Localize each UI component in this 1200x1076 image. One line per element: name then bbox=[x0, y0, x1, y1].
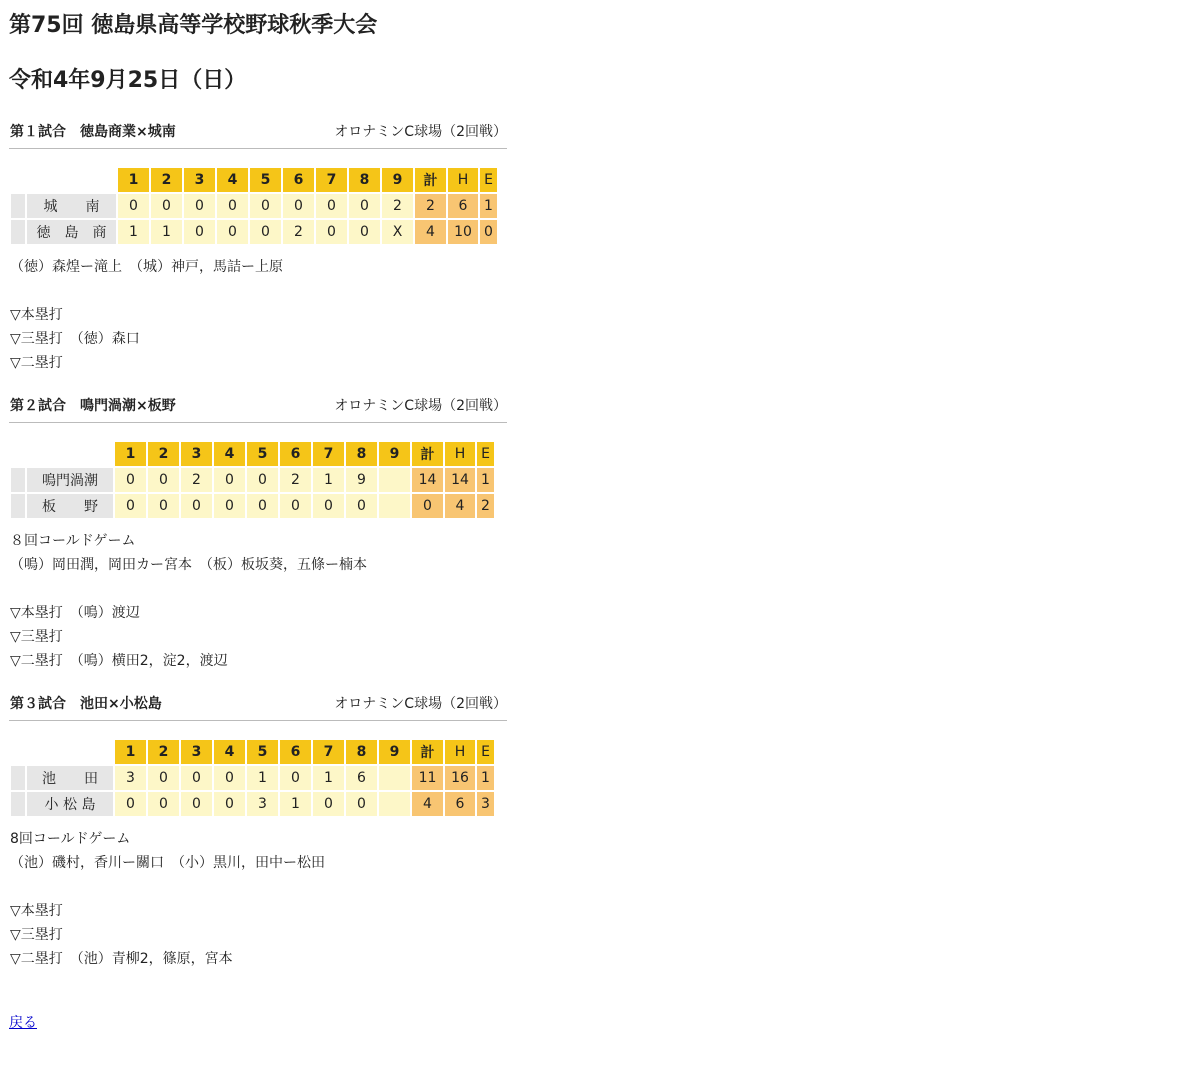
inning-score: 0 bbox=[250, 220, 281, 244]
inning-4-header: 4 bbox=[214, 740, 245, 764]
game-venue: オロナミンC球場（2回戦） bbox=[334, 124, 507, 140]
hits-header: H bbox=[448, 168, 478, 192]
inning-1-header: 1 bbox=[115, 442, 146, 466]
inning-score: 0 bbox=[280, 766, 311, 790]
total-hits: 16 bbox=[445, 766, 475, 790]
inning-9-header: 9 bbox=[379, 442, 410, 466]
total-runs: 11 bbox=[412, 766, 443, 790]
inning-score: X bbox=[382, 220, 413, 244]
game-note: ▽三塁打 bbox=[10, 927, 63, 943]
inning-1-header: 1 bbox=[118, 168, 149, 192]
total-hits: 6 bbox=[445, 792, 475, 816]
inning-score: 2 bbox=[280, 468, 311, 492]
inning-5-header: 5 bbox=[247, 740, 278, 764]
game-note: （徳）森煌ー滝上 （城）神戸，馬詰ー上原 bbox=[10, 259, 283, 275]
total-runs: 4 bbox=[415, 220, 446, 244]
game-note: ８回コールドゲーム bbox=[10, 533, 136, 549]
inning-score: 0 bbox=[181, 766, 212, 790]
inning-score: 1 bbox=[313, 468, 344, 492]
inning-score: 0 bbox=[250, 194, 281, 218]
game-note: ▽三塁打 （徳）森口 bbox=[10, 331, 140, 347]
inning-score bbox=[379, 468, 410, 492]
inning-2-header: 2 bbox=[151, 168, 182, 192]
inning-score: 0 bbox=[148, 494, 179, 518]
game-date: 令和4年9月25日（日） bbox=[9, 68, 247, 93]
team-name: 小 松 島 bbox=[27, 792, 113, 816]
errors-header: E bbox=[477, 442, 494, 466]
total-hits: 6 bbox=[448, 194, 478, 218]
scoreboard bbox=[9, 440, 496, 520]
game-note: ▽二塁打 （鳴）横田2，淀2，渡辺 bbox=[10, 653, 228, 669]
inning-score: 0 bbox=[280, 494, 311, 518]
game-note: （池）磯村，香川ー關口 （小）黒川，田中ー松田 bbox=[10, 855, 325, 871]
total-errors: 2 bbox=[477, 494, 494, 518]
team-name: 池 田 bbox=[27, 766, 113, 790]
inning-score: 0 bbox=[349, 194, 380, 218]
inning-score: 0 bbox=[214, 766, 245, 790]
inning-3-header: 3 bbox=[181, 442, 212, 466]
back-link[interactable]: 戻る bbox=[9, 1015, 37, 1031]
inning-score: 0 bbox=[115, 494, 146, 518]
total-hits: 4 bbox=[445, 494, 475, 518]
total-header: 計 bbox=[412, 740, 443, 764]
total-errors: 3 bbox=[477, 792, 494, 816]
inning-score: 2 bbox=[382, 194, 413, 218]
inning-score: 0 bbox=[148, 792, 179, 816]
inning-score: 0 bbox=[184, 194, 215, 218]
inning-score: 1 bbox=[247, 766, 278, 790]
inning-score: 0 bbox=[181, 494, 212, 518]
inning-score: 6 bbox=[346, 766, 377, 790]
inning-score: 0 bbox=[313, 494, 344, 518]
inning-score: 0 bbox=[148, 468, 179, 492]
team-row bbox=[11, 194, 497, 218]
total-errors: 0 bbox=[480, 220, 497, 244]
inning-8-header: 8 bbox=[346, 740, 377, 764]
inning-score bbox=[379, 494, 410, 518]
scoreboard-header-row bbox=[11, 442, 494, 466]
inning-score: 0 bbox=[184, 220, 215, 244]
inning-score: 3 bbox=[115, 766, 146, 790]
team-row bbox=[11, 494, 494, 518]
inning-score: 0 bbox=[217, 220, 248, 244]
game-title: 第２試合 鳴門渦潮×板野 bbox=[10, 398, 176, 414]
inning-score: 0 bbox=[181, 792, 212, 816]
page-title: 第75回 徳島県高等学校野球秋季大会 bbox=[9, 13, 378, 38]
inning-7-header: 7 bbox=[313, 740, 344, 764]
inning-score: 1 bbox=[118, 220, 149, 244]
game-note: 8回コールドゲーム bbox=[10, 831, 131, 847]
inning-3-header: 3 bbox=[181, 740, 212, 764]
inning-score: 0 bbox=[247, 468, 278, 492]
game-header bbox=[9, 694, 507, 721]
total-runs: 4 bbox=[412, 792, 443, 816]
inning-score: 0 bbox=[214, 494, 245, 518]
inning-score bbox=[379, 792, 410, 816]
game-title: 第３試合 池田×小松島 bbox=[10, 696, 162, 712]
game-1 bbox=[9, 122, 507, 371]
game-note: ▽二塁打 （池）青柳2，篠原，宮本 bbox=[10, 951, 233, 967]
inning-6-header: 6 bbox=[283, 168, 314, 192]
inning-score: 0 bbox=[214, 468, 245, 492]
team-name: 城 南 bbox=[27, 194, 116, 218]
errors-header: E bbox=[477, 740, 494, 764]
inning-score: 0 bbox=[118, 194, 149, 218]
team-row bbox=[11, 792, 494, 816]
total-errors: 1 bbox=[477, 468, 494, 492]
total-runs: 2 bbox=[415, 194, 446, 218]
inning-7-header: 7 bbox=[313, 442, 344, 466]
team-row bbox=[11, 766, 494, 790]
inning-2-header: 2 bbox=[148, 740, 179, 764]
total-header: 計 bbox=[412, 442, 443, 466]
inning-score: 0 bbox=[115, 468, 146, 492]
game-3 bbox=[9, 694, 507, 967]
game-title: 第１試合 徳島商業×城南 bbox=[10, 124, 176, 140]
team-row bbox=[11, 468, 494, 492]
inning-score: 0 bbox=[316, 220, 347, 244]
inning-score: 0 bbox=[217, 194, 248, 218]
game-note: ▽本塁打 bbox=[10, 903, 63, 919]
inning-9-header: 9 bbox=[382, 168, 413, 192]
inning-score: 9 bbox=[346, 468, 377, 492]
inning-6-header: 6 bbox=[280, 740, 311, 764]
game-note: ▽二塁打 bbox=[10, 355, 63, 371]
inning-score: 3 bbox=[247, 792, 278, 816]
game-venue: オロナミンC球場（2回戦） bbox=[334, 398, 507, 414]
inning-score: 0 bbox=[283, 194, 314, 218]
inning-6-header: 6 bbox=[280, 442, 311, 466]
total-header: 計 bbox=[415, 168, 446, 192]
inning-score: 0 bbox=[247, 494, 278, 518]
total-hits: 10 bbox=[448, 220, 478, 244]
total-runs: 0 bbox=[412, 494, 443, 518]
scoreboard bbox=[9, 738, 496, 818]
total-errors: 1 bbox=[477, 766, 494, 790]
inning-score: 1 bbox=[280, 792, 311, 816]
inning-score: 0 bbox=[346, 494, 377, 518]
inning-3-header: 3 bbox=[184, 168, 215, 192]
inning-score: 0 bbox=[316, 194, 347, 218]
team-name: 徳 島 商 bbox=[27, 220, 116, 244]
game-note: （鳴）岡田潤，岡田カー宮本 （板）板坂葵，五條ー楠本 bbox=[10, 557, 367, 573]
hits-header: H bbox=[445, 442, 475, 466]
inning-1-header: 1 bbox=[115, 740, 146, 764]
scoreboard-header-row bbox=[11, 168, 497, 192]
total-errors: 1 bbox=[480, 194, 497, 218]
total-hits: 14 bbox=[445, 468, 475, 492]
team-name: 板 野 bbox=[27, 494, 113, 518]
inning-5-header: 5 bbox=[250, 168, 281, 192]
game-note: ▽三塁打 bbox=[10, 629, 63, 645]
inning-score: 0 bbox=[214, 792, 245, 816]
inning-8-header: 8 bbox=[349, 168, 380, 192]
inning-score bbox=[379, 766, 410, 790]
inning-score: 1 bbox=[313, 766, 344, 790]
inning-7-header: 7 bbox=[316, 168, 347, 192]
scoreboard bbox=[9, 166, 499, 246]
inning-2-header: 2 bbox=[148, 442, 179, 466]
game-note: ▽本塁打 bbox=[10, 307, 63, 323]
inning-8-header: 8 bbox=[346, 442, 377, 466]
inning-9-header: 9 bbox=[379, 740, 410, 764]
inning-score: 0 bbox=[346, 792, 377, 816]
total-runs: 14 bbox=[412, 468, 443, 492]
scoreboard-header-row bbox=[11, 740, 494, 764]
hits-header: H bbox=[445, 740, 475, 764]
inning-score: 0 bbox=[115, 792, 146, 816]
team-row bbox=[11, 220, 497, 244]
game-venue: オロナミンC球場（2回戦） bbox=[334, 696, 507, 712]
inning-score: 2 bbox=[181, 468, 212, 492]
inning-score: 0 bbox=[151, 194, 182, 218]
inning-4-header: 4 bbox=[217, 168, 248, 192]
game-2 bbox=[9, 396, 507, 669]
inning-score: 1 bbox=[151, 220, 182, 244]
inning-score: 0 bbox=[313, 792, 344, 816]
game-header bbox=[9, 396, 507, 423]
inning-score: 0 bbox=[349, 220, 380, 244]
team-name: 鳴門渦潮 bbox=[27, 468, 113, 492]
inning-5-header: 5 bbox=[247, 442, 278, 466]
errors-header: E bbox=[480, 168, 497, 192]
game-header bbox=[9, 122, 507, 149]
inning-score: 2 bbox=[283, 220, 314, 244]
inning-4-header: 4 bbox=[214, 442, 245, 466]
inning-score: 0 bbox=[148, 766, 179, 790]
game-note: ▽本塁打 （鳴）渡辺 bbox=[10, 605, 140, 621]
